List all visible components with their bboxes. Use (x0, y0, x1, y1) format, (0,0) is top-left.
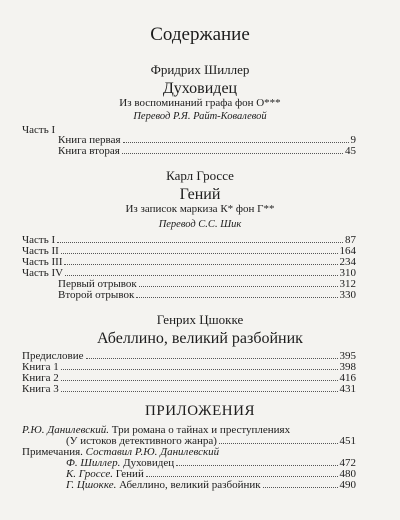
page-title: Содержание (150, 24, 250, 45)
work-author: Генрих Цшокке (156, 312, 244, 327)
note-title: Гений (115, 468, 144, 480)
dot-leader (61, 253, 338, 254)
work-title: Гений (179, 186, 221, 203)
toc-entry-page: 416 (339, 372, 356, 384)
toc-entry[interactable] (58, 289, 356, 302)
notes-compiler: Составил Р.Ю. Данилевский (85, 446, 220, 458)
toc-entry-label: Книга первая (58, 134, 121, 146)
essay-author: Р.Ю. Данилевский. (22, 424, 110, 436)
work-translator: Перевод С.С. Шик (158, 219, 242, 230)
work-subtitle: Из воспоминаний графа фон О*** (119, 97, 281, 109)
toc-entry-label: Книга 1 (22, 361, 59, 373)
dot-leader (86, 358, 338, 359)
toc-entry-label: Второй отрывок (58, 289, 135, 301)
dot-leader (136, 297, 337, 298)
toc-entry-page: 480 (339, 468, 356, 480)
toc-entry-page: 9 (350, 134, 356, 146)
toc-entry[interactable] (58, 145, 356, 158)
note-title: Духовидец (123, 457, 175, 469)
dot-leader (263, 487, 338, 488)
toc-entry-label: Первый отрывок (58, 278, 137, 290)
toc-entry[interactable] (66, 479, 356, 492)
toc-entry-page: 451 (339, 435, 356, 447)
work-subtitle: Из записок маркиза К* фон Г** (125, 203, 275, 215)
work-translator: Перевод Р.Я. Райт-Ковалевой (133, 111, 267, 122)
toc-entry[interactable] (22, 383, 356, 396)
appendix-heading: ПРИЛОЖЕНИЯ (145, 403, 255, 419)
toc-entry-label: Часть I (22, 234, 56, 246)
dot-leader (219, 443, 338, 444)
toc-entry-label: Предисловие (22, 350, 84, 362)
toc-entry-page: 490 (339, 479, 356, 491)
dot-leader (146, 476, 338, 477)
work-author: Фридрих Шиллер (150, 62, 250, 77)
toc-entry-page: 330 (339, 289, 356, 301)
toc-entry-page: 164 (339, 245, 356, 257)
notes-label: Примечания. (22, 446, 83, 458)
work-author: Карл Гроссе (166, 168, 234, 183)
toc-entry-page: 45 (345, 145, 356, 157)
toc-entry-page: 312 (339, 278, 356, 290)
dot-leader (57, 242, 343, 243)
toc-entry-label: Часть IV (22, 267, 64, 279)
dot-leader (65, 275, 337, 276)
work-title: Абеллино, великий разбойник (97, 330, 303, 347)
dot-leader (61, 380, 338, 381)
toc-entry-label: Часть III (22, 256, 63, 268)
dot-leader (64, 264, 337, 265)
note-author: Ф. Шиллер. (66, 457, 121, 469)
dot-leader (61, 369, 338, 370)
toc-entry-page: 395 (339, 350, 356, 362)
dot-leader (139, 286, 338, 287)
note-title: Абеллино, великий разбойник (119, 479, 261, 491)
toc-entry-page: 398 (339, 361, 356, 373)
dot-leader (61, 391, 338, 392)
toc-entry-page: 472 (339, 457, 356, 469)
essay-title-1: Три романа о тайнах и преступлениях (111, 424, 291, 436)
note-author: К. Гроссе. (66, 468, 114, 480)
toc-entry-page: 87 (345, 234, 356, 246)
toc-entry-label: Книга 3 (22, 383, 59, 395)
toc-entry-label: Книга вторая (58, 145, 120, 157)
toc-entry-page: 234 (339, 256, 356, 268)
work-title: Духовидец (162, 80, 238, 97)
dot-leader (176, 465, 337, 466)
toc-entry-page: 431 (339, 383, 356, 395)
note-author: Г. Цшокке. (66, 479, 117, 491)
dot-leader (122, 153, 343, 154)
toc-entry-label: Часть II (22, 245, 59, 257)
toc-entry-page: 310 (339, 267, 356, 279)
dot-leader (123, 142, 349, 143)
toc-entry-label: Книга 2 (22, 372, 59, 384)
essay-title-2: (У истоков детективного жанра) (66, 435, 217, 447)
part-label: Часть I (22, 124, 56, 136)
